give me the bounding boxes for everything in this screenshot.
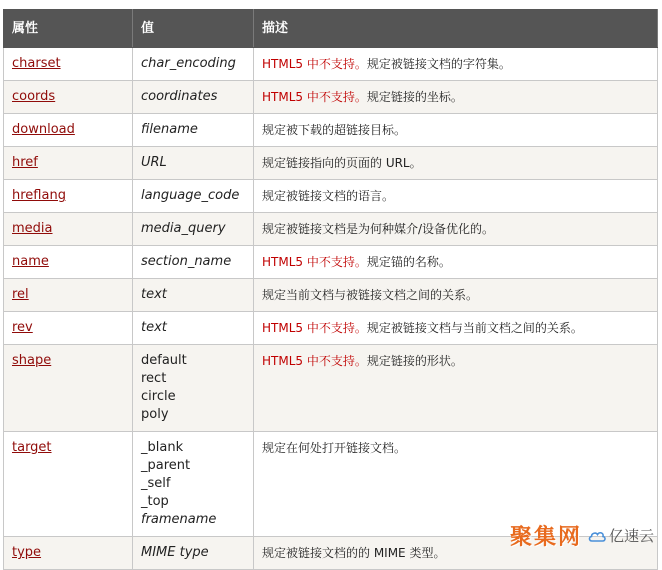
value-list-item: rect (141, 370, 245, 388)
value-text: section_name (141, 254, 231, 269)
value-text: MIME type (141, 545, 209, 560)
header-description: 描述 (254, 10, 658, 48)
value-cell (133, 213, 254, 246)
attribute-cell (4, 114, 133, 147)
table-row (4, 345, 658, 432)
description-cell (254, 279, 658, 312)
header-attribute: 属性 (4, 10, 133, 48)
value-list-item: poly (141, 406, 245, 424)
html5-unsupported-note: HTML5 中不支持。 (262, 57, 367, 71)
description-text: 规定被链接文档的字符集。 (367, 57, 511, 71)
value-text: char_encoding (141, 56, 236, 71)
description-cell (254, 147, 658, 180)
attribute-link-rev[interactable]: rev (12, 320, 33, 335)
table-row (4, 213, 658, 246)
value-text: language_code (141, 188, 239, 203)
attribute-link-rel[interactable]: rel (12, 287, 29, 302)
attribute-link-download[interactable]: download (12, 122, 75, 137)
attribute-cell (4, 147, 133, 180)
value-cell (133, 279, 254, 312)
table-row (4, 246, 658, 279)
attribute-link-media[interactable]: media (12, 221, 53, 236)
html5-unsupported-note: HTML5 中不支持。 (262, 321, 367, 335)
description-text: 规定被链接文档的的 MIME 类型。 (262, 546, 445, 560)
description-text: 规定链接指向的页面的 URL。 (262, 156, 422, 170)
value-text: URL (141, 155, 167, 170)
value-list-item: default (141, 352, 245, 370)
table-header-row (4, 10, 658, 48)
attribute-cell (4, 345, 133, 432)
value-text: coordinates (141, 89, 217, 104)
description-text: 规定当前文档与被链接文档之间的关系。 (262, 288, 478, 302)
value-cell (133, 81, 254, 114)
attribute-cell (4, 537, 133, 570)
attribute-table (3, 9, 658, 570)
value-cell (133, 246, 254, 279)
table-row (4, 180, 658, 213)
cloud-icon (588, 529, 606, 543)
attribute-link-shape[interactable]: shape (12, 353, 51, 368)
table-row (4, 312, 658, 345)
table-row (4, 147, 658, 180)
attribute-cell (4, 279, 133, 312)
attribute-cell (4, 312, 133, 345)
table-row (4, 48, 658, 81)
value-cell (133, 432, 254, 537)
description-text: 规定被链接文档的语言。 (262, 189, 394, 203)
value-list (141, 439, 245, 529)
value-text: filename (141, 122, 198, 137)
description-text: 规定锚的名称。 (367, 255, 451, 269)
value-text: text (141, 287, 167, 302)
watermark-cloud (588, 525, 654, 546)
description-cell (254, 81, 658, 114)
attribute-link-target[interactable]: target (12, 440, 52, 455)
description-cell (254, 180, 658, 213)
description-cell (254, 48, 658, 81)
attribute-cell (4, 180, 133, 213)
html5-unsupported-note: HTML5 中不支持。 (262, 90, 367, 104)
table-row (4, 114, 658, 147)
value-list-item: _blank (141, 439, 245, 457)
attribute-link-hreflang[interactable]: hreflang (12, 188, 66, 203)
attribute-link-name[interactable]: name (12, 254, 49, 269)
attribute-link-coords[interactable]: coords (12, 89, 55, 104)
value-cell (133, 48, 254, 81)
html5-unsupported-note: HTML5 中不支持。 (262, 354, 367, 368)
value-list-item: circle (141, 388, 245, 406)
description-text: 规定在何处打开链接文档。 (262, 441, 406, 455)
description-text: 规定被链接文档是为何种媒介/设备优化的。 (262, 222, 494, 236)
description-cell (254, 114, 658, 147)
table-body (4, 48, 658, 570)
description-cell (254, 213, 658, 246)
value-list-item: _self (141, 475, 245, 493)
value-cell (133, 537, 254, 570)
attribute-cell (4, 432, 133, 537)
table-row (4, 279, 658, 312)
value-list-item: _parent (141, 457, 245, 475)
attribute-cell (4, 81, 133, 114)
watermark-brand: 聚集网 (510, 520, 582, 551)
value-text: media_query (141, 221, 226, 236)
description-text: 规定被下载的超链接目标。 (262, 123, 406, 137)
watermark (510, 520, 654, 551)
description-cell (254, 312, 658, 345)
table-row (4, 81, 658, 114)
value-cell (133, 180, 254, 213)
description-text: 规定链接的形状。 (367, 354, 463, 368)
attribute-link-type[interactable]: type (12, 545, 41, 560)
attribute-cell (4, 48, 133, 81)
attribute-cell (4, 213, 133, 246)
value-list-item: framename (141, 511, 245, 529)
description-cell (254, 345, 658, 432)
watermark-cloud-text: 亿速云 (609, 525, 654, 546)
value-cell (133, 345, 254, 432)
attribute-link-charset[interactable]: charset (12, 56, 61, 71)
attribute-cell (4, 246, 133, 279)
table-header (4, 10, 658, 48)
value-list-item: _top (141, 493, 245, 511)
value-cell (133, 147, 254, 180)
header-value: 值 (133, 10, 254, 48)
html5-unsupported-note: HTML5 中不支持。 (262, 255, 367, 269)
description-text: 规定链接的坐标。 (367, 90, 463, 104)
value-cell (133, 114, 254, 147)
description-cell (254, 246, 658, 279)
value-cell (133, 312, 254, 345)
value-list (141, 352, 245, 424)
value-text: text (141, 320, 167, 335)
description-text: 规定被链接文档与当前文档之间的关系。 (367, 321, 583, 335)
attribute-link-href[interactable]: href (12, 155, 38, 170)
